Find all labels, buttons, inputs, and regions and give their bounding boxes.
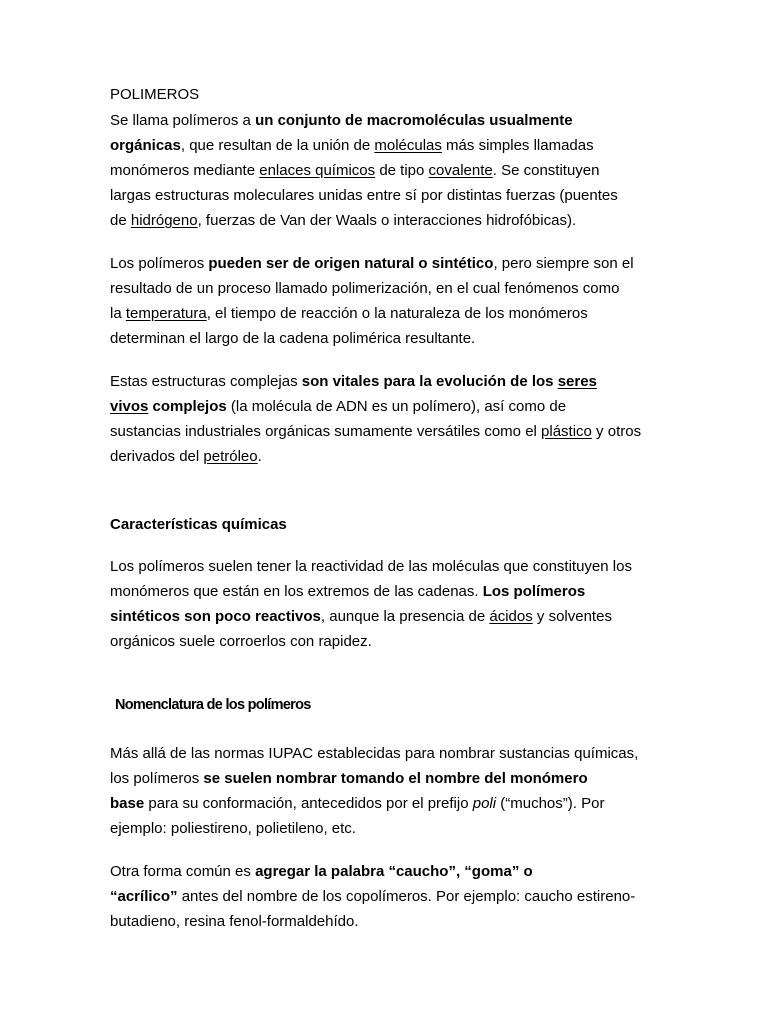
link-acidos[interactable]: ácidos xyxy=(489,608,533,625)
paragraph-vital: Estas estructuras complejas son vitales para la evolución de los seres vivos complejos (la molécula de ADN es un polímero), así como de sustancias industriales orgánicas sumamente versátiles como el plástico y otros derivados del petróleo. xyxy=(110,373,642,465)
paragraph-origin: Los polímeros pueden ser de origen natural o sintético, pero siempre son el resultado de un proceso llamado polimerización, en el cual fenómenos como la temperatura, el tiempo de reacción o la naturaleza de los monómeros determinan el largo de la cadena polimérica resultante. xyxy=(110,255,634,347)
link-petroleo[interactable]: petróleo xyxy=(203,448,258,465)
link-covalente[interactable]: covalente xyxy=(428,162,493,179)
link-enlaces-quimicos[interactable]: enlaces químicos xyxy=(259,162,376,179)
paragraph-chemical: Los polímeros suelen tener la reactividad de las moléculas que constituyen los monómeros que están en los extremos de las cadenas. Los polímeros sintéticos son poco reactivos, aunque la presencia de ácidos y solventes orgánicos suele corroerlos con rapidez. xyxy=(110,558,632,650)
link-seres-vivos-cont[interactable]: vivos xyxy=(110,398,149,415)
section-heading-nomenclature: Nomenclatura de los polímeros xyxy=(115,697,311,713)
paragraph-definition: Se llama polímeros a un conjunto de macromoléculas usualmente orgánicas, que resultan de la unión de moléculas más simples llamadas monómeros mediante enlaces químicos de tipo covalente. Se constituyen largas estructuras moleculares unidas entre sí por distintas fuerzas (puentes de hidrógeno, fuerzas de Van der Waals o interacciones hidrofóbicas). xyxy=(110,112,618,229)
link-temperatura[interactable]: temperatura xyxy=(125,305,207,322)
link-hidrogeno[interactable]: hidrógeno xyxy=(130,212,198,229)
document-title: POLIMEROS xyxy=(110,86,200,103)
paragraph-other-form: Otra forma común es agregar la palabra “caucho”, “goma” o “acrílico” antes del nombre de los copolímeros. Por ejemplo: caucho estireno- butadieno, resina fenol-formaldehído. xyxy=(110,863,636,930)
section-heading-chemical: Características químicas xyxy=(110,516,287,533)
link-plastico[interactable]: plástico xyxy=(541,423,592,440)
link-seres-vivos[interactable]: seres xyxy=(557,373,597,390)
link-moleculas[interactable]: moléculas xyxy=(374,137,442,154)
paragraph-nomenclature: Más allá de las normas IUPAC establecidas para nombrar sustancias químicas, los polímeros se suelen nombrar tomando el nombre del monómero base para su conformación, antecedidos por el prefijo poli (“muchos”). Por ejemplo: poliestireno, polietileno, etc. xyxy=(110,745,639,837)
